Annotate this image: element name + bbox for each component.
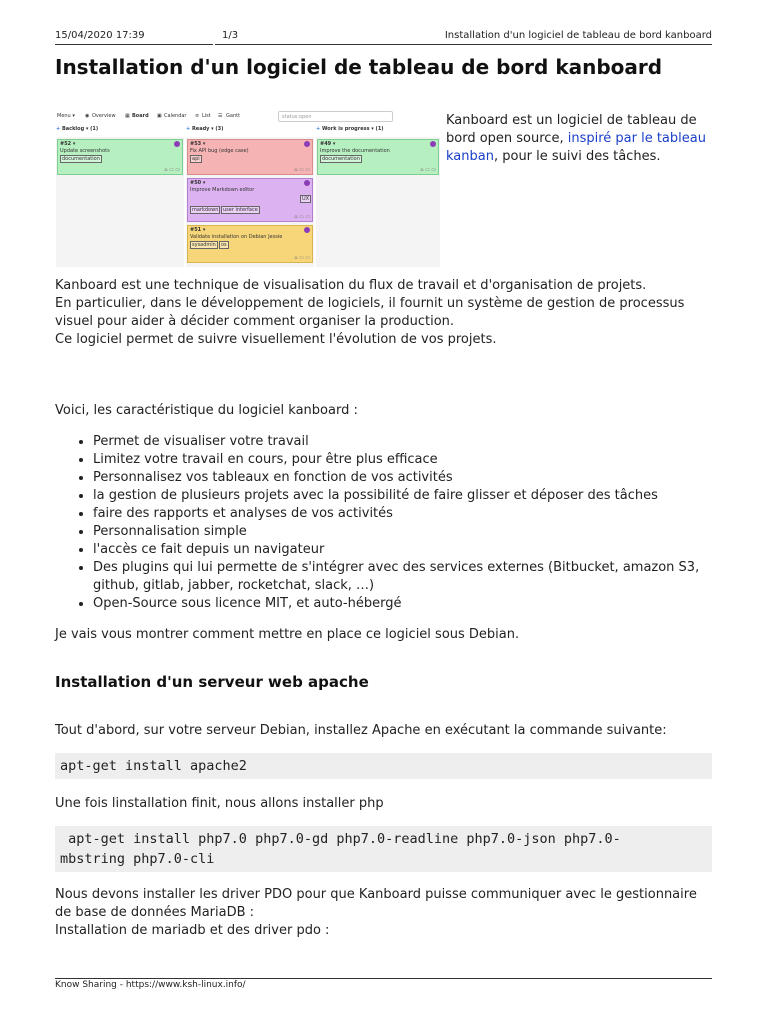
column-header (56, 126, 98, 136)
code-block-php (55, 826, 712, 872)
intro-text: , pour le suivi des tâches. (493, 149, 661, 164)
card-id: #53 ▾ (190, 141, 206, 147)
avatar (174, 141, 180, 147)
calendar-icon: ▣ (157, 113, 162, 119)
card-footer-icons: ⌂ ▭ ▭ (294, 214, 310, 220)
avatar (304, 227, 310, 233)
card-title: Fix API bug (edge case) (190, 148, 249, 154)
column-title: Work is progress ▾ (1) (321, 126, 384, 132)
pdo-paragraph (55, 886, 715, 940)
column-body (316, 137, 440, 267)
card-badge: UX (302, 196, 310, 202)
footer-divider (55, 978, 712, 979)
card-tag: api (192, 156, 200, 162)
list-item: • l'accès ce fait depuis un navigateur (93, 541, 733, 559)
features-list (55, 433, 733, 613)
description-paragraph (55, 277, 695, 349)
kanban-calendar: Calendar (164, 113, 187, 119)
plus-icon: + (316, 126, 321, 132)
avatar (430, 141, 436, 147)
kanboard-screenshot (55, 110, 440, 267)
kanban-card (187, 178, 313, 222)
card-title: Improve the documentation (320, 148, 390, 154)
avatar (304, 180, 310, 186)
card-title: Improve Markdown editor (190, 187, 255, 193)
code-block-apache: apt-get install apache2 (55, 753, 712, 779)
overview-icon: ◉ (85, 113, 90, 119)
card-tag: documentation (322, 156, 360, 162)
card-tag: documentation (62, 156, 100, 162)
kanban-search: status:open (278, 111, 393, 122)
intro-paragraph (446, 112, 716, 166)
gantt-icon: ☰ (218, 113, 223, 119)
kanban-toolbar (55, 110, 440, 124)
kanban-board: Board (132, 113, 149, 119)
header-divider (55, 44, 213, 45)
card-footer-icons: ⌂ ▭ ▭ (420, 167, 436, 173)
list-item: • Limitez votre travail en cours, pour être plus efficace (93, 451, 733, 469)
card-footer-icons: ⌂ ▭ ▭ (164, 167, 180, 173)
code-line: apt-get install php7.0 php7.0-gd php7.0-readline php7.0-json php7.0- (60, 831, 621, 847)
card-footer-icons: ⌂ ▭ ▭ (294, 167, 310, 173)
kanban-card (187, 225, 313, 263)
card-title: Validate installation on Debian Jessie (190, 234, 283, 240)
features-intro: Voici, les caractéristique du logiciel kanboard : (55, 403, 358, 418)
apache-intro: Tout d'abord, sur votre serveur Debian, installez Apache en exécutant la commande suivante: (55, 723, 667, 738)
list-item: • Des plugins qui lui permette de s'intégrer avec des services externes (Bitbucket, amazon S3, github, gitlab, jabber, rocketchat, slack, …) (93, 559, 733, 595)
column-header (186, 126, 223, 136)
card-id: #50 ▾ (190, 180, 206, 186)
card-id: #51 ▾ (190, 227, 206, 233)
paragraph-line: Kanboard est une technique de visualisation du flux de travail et d'organisation de projets. (55, 278, 647, 293)
column-body (56, 137, 184, 267)
plus-icon: + (56, 126, 61, 132)
code-line: mbstring php7.0-cli (60, 851, 215, 867)
section-title: Installation d'un serveur web apache (55, 673, 369, 691)
page-header (55, 30, 712, 46)
card-footer-icons: ⌂ ▭ ▭ (294, 255, 310, 261)
kanban-card (187, 139, 313, 175)
kanban-card (57, 139, 183, 175)
page-footer: Know Sharing - https://www.ksh-linux.info/ (55, 980, 246, 990)
list-item: • faire des rapports et analyses de vos activités (93, 505, 733, 523)
kanban-list: List (202, 113, 211, 119)
header-page-number: 1/3 (222, 30, 239, 41)
list-item: • Open-Source sous licence MIT, et auto-hébergé (93, 595, 733, 613)
list-item: • Permet de visualiser votre travail (93, 433, 733, 451)
card-tag: markdown (192, 207, 219, 213)
card-tag: os (221, 242, 227, 248)
plus-icon: + (186, 126, 191, 132)
header-divider (215, 44, 712, 45)
column-body (186, 137, 314, 267)
card-id: #49 ▾ (320, 141, 336, 147)
card-id: #52 ▾ (60, 141, 76, 147)
kanban-menu: Menu ▾ (57, 113, 75, 119)
kanban-card (317, 139, 439, 175)
page-title: Installation d'un logiciel de tableau de bord kanboard (55, 55, 663, 79)
avatar (304, 141, 310, 147)
column-title: Backlog ▾ (1) (61, 126, 99, 132)
list-item: • Personnalisez vos tableaux en fonction de vos activités (93, 469, 733, 487)
card-tag: user interface (223, 207, 258, 213)
kanban-link[interactable]: inspiré par le tableau kanban (446, 131, 706, 164)
paragraph-line: Ce logiciel permet de suivre visuellement l'évolution de vos projets. (55, 332, 497, 347)
column-header (316, 126, 384, 136)
kanban-overview: Overview (92, 113, 116, 119)
paragraph-line: Nous devons installer les driver PDO pour que Kanboard puisse communiquer avec le gestionnaire de base de données MariaDB : (55, 887, 697, 920)
intro-text: Kanboard est un logiciel de tableau de bord open source, (446, 113, 697, 146)
header-title: Installation d'un logiciel de tableau de bord kanboard (444, 30, 712, 41)
php-intro: Une fois linstallation finit, nous allons installer php (55, 796, 384, 811)
column-title: Ready ▾ (3) (191, 126, 224, 132)
list-item: • Personnalisation simple (93, 523, 733, 541)
board-icon: ▦ (125, 113, 130, 119)
kanban-gantt: Gantt (226, 113, 241, 119)
header-date: 15/04/2020 17:39 (55, 30, 145, 41)
list-item: • la gestion de plusieurs projets avec la possibilité de faire glisser et déposer des tâches (93, 487, 733, 505)
debian-sentence: Je vais vous montrer comment mettre en place ce logiciel sous Debian. (55, 627, 520, 642)
list-icon: ≡ (195, 113, 200, 119)
card-title: Update screenshots (60, 148, 110, 154)
paragraph-line: Installation de mariadb et des driver pdo : (55, 923, 330, 938)
card-tag: sysadmin (192, 242, 216, 248)
paragraph-line: En particulier, dans le développement de logiciels, il fournit un système de gestion de processus visuel pour aider à décider comment organiser la production. (55, 296, 685, 329)
